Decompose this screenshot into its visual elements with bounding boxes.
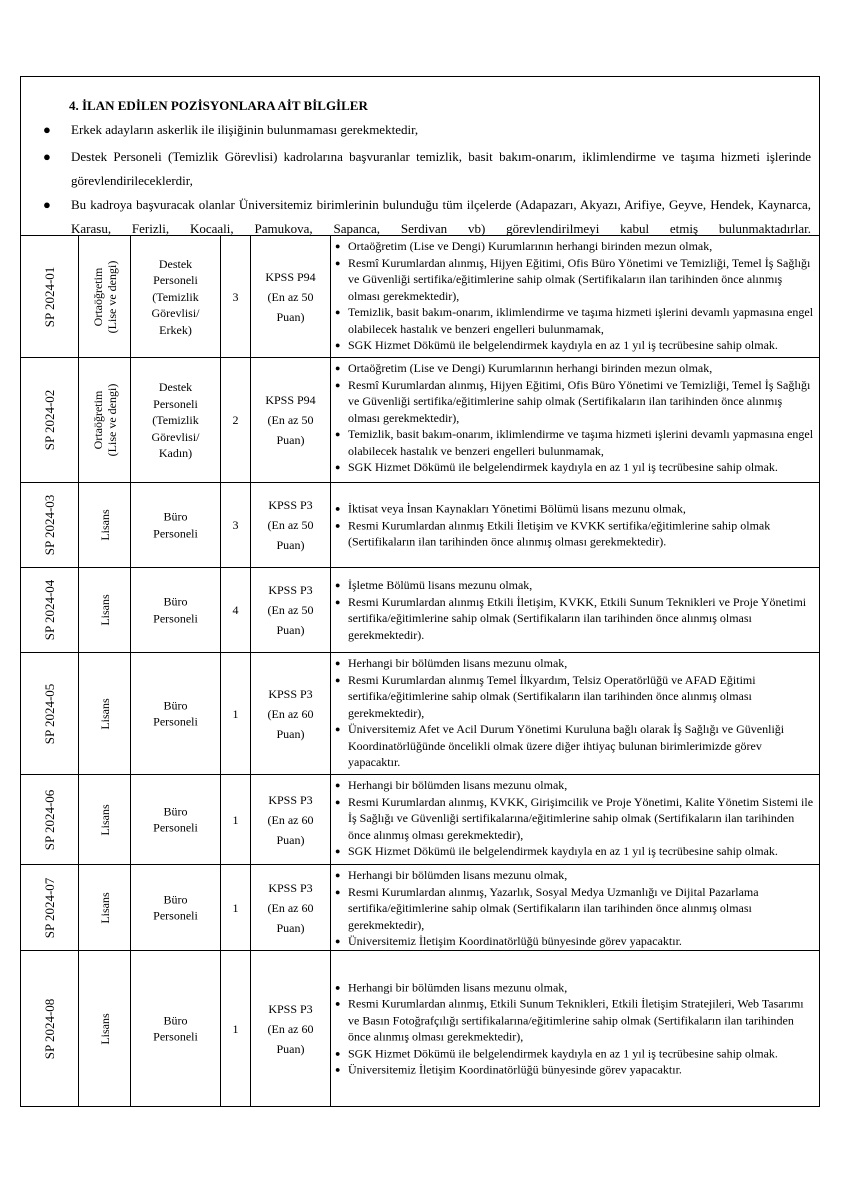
requirement-item: ● Herhangi bir bölümden lisans mezunu olmak, bbox=[335, 867, 816, 884]
position-title-line: Büro bbox=[163, 594, 188, 609]
education-line: Ortaöğretim bbox=[90, 267, 105, 326]
position-code-cell bbox=[21, 775, 79, 864]
requirements-list bbox=[335, 238, 816, 354]
position-title-line: Kadın) bbox=[158, 445, 193, 460]
exam-cell bbox=[251, 775, 331, 864]
min-score-line: (En az 50 bbox=[267, 518, 314, 532]
education-line: Ortaöğretim bbox=[90, 390, 105, 450]
requirements-cell bbox=[331, 653, 819, 774]
education-cell bbox=[79, 775, 131, 864]
min-score-line: Puan) bbox=[276, 623, 305, 637]
requirement-item: ● Resmi Kurumlardan alınmış Etkili İletişim ve KVKK sertifika/eğitimlerine sahip olmak (Sertifikaların ilan tarihinden önce alınmış olması gerekmektedir). bbox=[335, 517, 816, 550]
position-count-cell bbox=[221, 865, 251, 950]
position-count: 1 bbox=[232, 706, 239, 721]
position-title-cell bbox=[131, 653, 221, 774]
exam-info bbox=[251, 580, 330, 640]
position-title-cell bbox=[131, 236, 221, 357]
position-count: 2 bbox=[232, 412, 239, 427]
position-count-cell bbox=[221, 653, 251, 774]
education-line: Lisans bbox=[97, 509, 112, 541]
position-title bbox=[131, 891, 220, 924]
position-count: 1 bbox=[232, 812, 239, 827]
requirements-list bbox=[335, 979, 816, 1078]
position-title-cell bbox=[131, 951, 221, 1106]
requirements-cell bbox=[331, 236, 819, 357]
exam-type: KPSS P3 bbox=[268, 1001, 313, 1016]
requirements-list bbox=[335, 360, 816, 476]
position-code-cell bbox=[21, 951, 79, 1106]
position-title bbox=[131, 379, 220, 462]
requirement-item: ● Ortaöğretim (Lise ve Dengi) Kurumlarının herhangi birinden mezun olmak, bbox=[335, 238, 816, 255]
intro-section bbox=[21, 77, 819, 235]
min-score-line: (En az 50 bbox=[267, 603, 314, 617]
position-title-line: (Temizlik bbox=[152, 289, 199, 304]
education-line: Lisans bbox=[97, 594, 112, 626]
requirement-item: ● Resmi Kurumlardan alınmış, Etkili Sunum Teknikleri, Etkili İletişim Stratejileri, Web Tasarımı ve Basın Fotoğrafçılığı sertifikalarına/eğitimlerine sahip olmak (Sertifikaların ilan tarihinden önce alınmış olması gerekmektedir), bbox=[335, 996, 816, 1046]
requirements-list bbox=[335, 577, 816, 643]
min-score-line: Puan) bbox=[276, 309, 305, 324]
position-title-cell bbox=[131, 358, 221, 482]
exam-type: KPSS P3 bbox=[268, 498, 313, 512]
education-cell bbox=[79, 568, 131, 652]
position-code-cell bbox=[21, 653, 79, 774]
min-score-line: Puan) bbox=[276, 1041, 305, 1056]
intro-bullet-3: Bu kadroya başvuracak olanlar Üniversitemiz birimlerinin bulunduğu tüm ilçelerde (Adapazarı, Akyazı, Arifiye, Geyve, Hendek, Kaynarca, Karasu, Ferizli, Kocaali, Pamukova, Sapanca, Serdivan vb) görevlendirilmeyi kabul etmiş bulunmaktadırlar. bbox=[71, 197, 811, 236]
position-count-cell bbox=[221, 775, 251, 864]
position-title-line: Destek bbox=[158, 379, 193, 394]
position-code: SP 2024-04 bbox=[41, 579, 57, 641]
position-row bbox=[21, 774, 819, 864]
requirements-list bbox=[335, 867, 816, 950]
position-title-line: Destek bbox=[158, 256, 193, 271]
position-title-line: Personeli bbox=[153, 1029, 198, 1044]
requirement-item: ● Herhangi bir bölümden lisans mezunu olmak, bbox=[335, 777, 816, 794]
position-row bbox=[21, 357, 819, 482]
position-count-cell bbox=[221, 951, 251, 1106]
education-line: (Lise ve dengi) bbox=[104, 260, 119, 333]
position-code-cell bbox=[21, 358, 79, 482]
requirement-item: ● Temizlik, basit bakım-onarım, iklimlendirme ve taşıma hizmeti işlerini devamlı yapmasına engel olabilecek hastalık ve benzeri engelleri bulunmamak, bbox=[335, 304, 816, 337]
education-level bbox=[98, 509, 112, 540]
requirement-item: ● Resmî Kurumlardan alınmış, Hijyen Eğitimi, Ofis Büro Yönetimi ve Temizliği, Temel İş Sağlığı ve Güvenliği sertifika/eğitimlerine sahip olmak (Sertifikaların ilan tarihinden önce alınmış olması gerekmektedir), bbox=[335, 255, 816, 305]
position-count: 1 bbox=[232, 1021, 239, 1036]
position-code: SP 2024-06 bbox=[41, 789, 57, 850]
position-title-line: Personeli bbox=[153, 611, 198, 625]
exam-type: KPSS P3 bbox=[268, 880, 313, 895]
requirements-list bbox=[335, 777, 816, 860]
position-title bbox=[131, 255, 220, 338]
requirements-cell bbox=[331, 865, 819, 950]
position-title-line: (Temizlik bbox=[152, 412, 199, 427]
min-score-line: (En az 60 bbox=[267, 1021, 314, 1036]
min-score-line: (En az 50 bbox=[267, 289, 314, 304]
position-code-cell bbox=[21, 236, 79, 357]
exam-cell bbox=[251, 483, 331, 567]
position-title-line: Büro bbox=[163, 892, 188, 906]
education-level bbox=[91, 260, 119, 333]
min-score-line: Puan) bbox=[276, 538, 305, 552]
requirement-item: ● İşletme Bölümü lisans mezunu olmak, bbox=[335, 577, 816, 594]
position-row bbox=[21, 567, 819, 652]
position-count-cell bbox=[221, 483, 251, 567]
exam-info bbox=[251, 790, 330, 850]
position-title-line: Erkek) bbox=[159, 322, 192, 337]
exam-cell bbox=[251, 653, 331, 774]
exam-cell bbox=[251, 358, 331, 482]
requirement-item: ● İktisat veya İnsan Kaynakları Yönetimi Bölümü lisans mezunu olmak, bbox=[335, 500, 816, 517]
min-score-line: (En az 60 bbox=[267, 812, 314, 827]
requirement-item: ● Ortaöğretim (Lise ve Dengi) Kurumlarının herhangi birinden mezun olmak, bbox=[335, 360, 816, 377]
position-count: 1 bbox=[232, 900, 239, 915]
position-title bbox=[131, 509, 220, 542]
education-cell bbox=[79, 358, 131, 482]
position-title-cell bbox=[131, 568, 221, 652]
position-count: 3 bbox=[232, 289, 239, 304]
position-title-line: Görevlisi/ bbox=[151, 429, 200, 444]
requirements-cell bbox=[331, 483, 819, 567]
requirement-item: ● Resmi Kurumlardan alınmış Etkili İletişim, KVKK, Etkili Sunum Teknikleri ve Proje Yönetimi sertifika/eğitimlerine sahip olmak (Sertifikaların ilan tarihinden önce alınmış olması gerekmektedir). bbox=[335, 594, 816, 644]
exam-info bbox=[251, 390, 330, 450]
requirement-item: ● SGK Hizmet Dökümü ile belgelendirmek kaydıyla en az 1 yıl iş tecrübesine sahip olmak. bbox=[335, 337, 816, 354]
position-title-line: Büro bbox=[163, 1013, 188, 1027]
exam-info bbox=[251, 495, 330, 555]
position-code: SP 2024-05 bbox=[41, 683, 57, 744]
position-title-line: Büro bbox=[163, 698, 188, 712]
min-score-line: Puan) bbox=[276, 832, 305, 847]
bullet-icon: ● bbox=[43, 149, 51, 164]
position-title bbox=[131, 1012, 220, 1045]
position-count-cell bbox=[221, 358, 251, 482]
bullet-icon: ● bbox=[43, 122, 51, 137]
position-title-line: Personeli bbox=[153, 908, 198, 923]
position-title-line: Personeli bbox=[153, 272, 198, 287]
exam-info bbox=[251, 267, 330, 327]
position-title bbox=[131, 594, 220, 627]
education-level bbox=[98, 892, 112, 923]
requirements-cell bbox=[331, 951, 819, 1106]
intro-bullet-2: Destek Personeli (Temizlik Görevlisi) kadrolarına başvuranlar temizlik, basit bakım-onarım, iklimlendirme ve taşıma hizmeti işlerinde görevlendirileceklerdir, bbox=[71, 149, 811, 188]
min-score-line: Puan) bbox=[276, 920, 305, 935]
education-level bbox=[98, 698, 112, 729]
education-cell bbox=[79, 236, 131, 357]
position-title-line: Personeli bbox=[153, 714, 198, 729]
exam-type: KPSS P3 bbox=[268, 583, 313, 597]
education-line: Lisans bbox=[97, 1012, 112, 1045]
position-count-cell bbox=[221, 236, 251, 357]
position-code-cell bbox=[21, 568, 79, 652]
position-title-line: Personeli bbox=[153, 396, 198, 411]
requirement-item: ● SGK Hizmet Dökümü ile belgelendirmek kaydıyla en az 1 yıl iş tecrübesine sahip olmak. bbox=[335, 459, 816, 476]
position-title-cell bbox=[131, 865, 221, 950]
education-cell bbox=[79, 653, 131, 774]
exam-info bbox=[251, 878, 330, 938]
position-title bbox=[131, 803, 220, 836]
requirements-cell bbox=[331, 775, 819, 864]
requirement-item: ● Üniversitemiz İletişim Koordinatörlüğü bünyesinde görev yapacaktır. bbox=[335, 1062, 816, 1079]
education-line: Lisans bbox=[97, 697, 112, 730]
position-count-cell bbox=[221, 568, 251, 652]
requirements-cell bbox=[331, 568, 819, 652]
position-title-line: Görevlisi/ bbox=[151, 305, 200, 320]
position-title-cell bbox=[131, 483, 221, 567]
education-level bbox=[98, 1013, 112, 1044]
exam-type: KPSS P3 bbox=[268, 686, 313, 701]
exam-type: KPSS P94 bbox=[265, 269, 316, 284]
exam-info bbox=[251, 684, 330, 744]
section-heading: 4. İLAN EDİLEN POZİSYONLARA AİT BİLGİLER bbox=[69, 98, 368, 113]
min-score-line: Puan) bbox=[276, 726, 305, 741]
position-row bbox=[21, 235, 819, 357]
position-title-cell bbox=[131, 775, 221, 864]
education-level bbox=[98, 804, 112, 835]
position-count: 4 bbox=[232, 602, 239, 617]
position-row bbox=[21, 482, 819, 567]
position-row bbox=[21, 652, 819, 774]
requirements-list bbox=[335, 655, 816, 771]
education-level bbox=[91, 384, 119, 457]
requirement-item: ● Temizlik, basit bakım-onarım, iklimlendirme ve taşıma hizmeti işlerini devamlı yapmasına engel olabilecek hastalık ve benzeri engelleri bulunmamak, bbox=[335, 426, 816, 459]
positions-document bbox=[20, 76, 820, 1107]
exam-cell bbox=[251, 568, 331, 652]
requirements-cell bbox=[331, 358, 819, 482]
requirement-item: ● Üniversitemiz İletişim Koordinatörlüğü bünyesinde görev yapacaktır. bbox=[335, 933, 816, 950]
position-row bbox=[21, 864, 819, 950]
position-code: SP 2024-07 bbox=[41, 877, 57, 938]
position-code: SP 2024-08 bbox=[41, 998, 57, 1059]
education-cell bbox=[79, 483, 131, 567]
education-cell bbox=[79, 865, 131, 950]
education-line: Lisans bbox=[97, 803, 112, 836]
bullet-icon: ● bbox=[43, 197, 51, 212]
education-level bbox=[98, 594, 112, 625]
position-code: SP 2024-01 bbox=[41, 266, 57, 327]
min-score-line: (En az 50 bbox=[267, 413, 314, 427]
position-title-line: Büro bbox=[163, 509, 188, 524]
requirement-item: ● SGK Hizmet Dökümü ile belgelendirmek kaydıyla en az 1 yıl iş tecrübesine sahip olmak. bbox=[335, 1045, 816, 1062]
education-line: Lisans bbox=[97, 891, 112, 924]
position-title-line: Büro bbox=[163, 804, 188, 818]
requirements-list bbox=[335, 500, 816, 550]
position-title bbox=[131, 697, 220, 730]
exam-cell bbox=[251, 236, 331, 357]
exam-cell bbox=[251, 865, 331, 950]
education-cell bbox=[79, 951, 131, 1106]
position-code-cell bbox=[21, 865, 79, 950]
education-line: (Lise ve dengi) bbox=[104, 383, 119, 457]
min-score-line: (En az 60 bbox=[267, 900, 314, 915]
exam-type: KPSS P3 bbox=[268, 792, 313, 807]
requirement-item: ● Resmi Kurumlardan alınmış, Yazarlık, Sosyal Medya Uzmanlığı ve Dijital Pazarlama sertifika/eğitimlerine sahip olmak (Sertifikaların ilan tarihinden önce alınmış olması gerekmektedir), bbox=[335, 884, 816, 934]
exam-cell bbox=[251, 951, 331, 1106]
position-code: SP 2024-02 bbox=[41, 389, 57, 451]
position-title-line: Personeli bbox=[153, 526, 198, 540]
requirement-item: ● Herhangi bir bölümden lisans mezunu olmak, bbox=[335, 655, 816, 672]
requirement-item: ● Herhangi bir bölümden lisans mezunu olmak, bbox=[335, 979, 816, 996]
position-row bbox=[21, 950, 819, 1106]
requirement-item: ● SGK Hizmet Dökümü ile belgelendirmek kaydıyla en az 1 yıl iş tecrübesine sahip olmak. bbox=[335, 843, 816, 860]
requirement-item: ● Resmi Kurumlardan alınmış Temel İlkyardım, Telsiz Operatörlüğü ve AFAD Eğitimi sertifika/eğitimlerine sahip olmak (Sertifikaların ilan tarihinden önce alınmış olması gerekmektedir), bbox=[335, 672, 816, 722]
intro-bullet-1: Erkek adayların askerlik ile ilişiğinin bulunmaması gerekmektedir, bbox=[71, 122, 419, 137]
requirement-item: ● Resmi Kurumlardan alınmış, KVKK, Girişimcilik ve Proje Yönetimi, Kalite Yönetim Sistemi ile İş Sağlığı ve Güvenliği sertifikalarına/eğitimlerine sahip olmak (Sertifikaların ilan tarihinden önce alınmış olması gerekmektedir), bbox=[335, 794, 816, 844]
requirement-item: ● Resmî Kurumlardan alınmış, Hijyen Eğitimi, Ofis Büro Yönetimi ve Temizliği, Temel İş Sağlığı ve Güvenliği sertifika/eğitimlerine sahip olmak (Sertifikaların ilan tarihinden önce alınmış olması gerekmektedir), bbox=[335, 377, 816, 427]
exam-type: KPSS P94 bbox=[265, 393, 316, 407]
position-count: 3 bbox=[232, 517, 239, 532]
position-title-line: Personeli bbox=[153, 820, 198, 835]
position-code-cell bbox=[21, 483, 79, 567]
requirement-item: ● Üniversitemiz Afet ve Acil Durum Yönetimi Kuruluna bağlı olarak İş Sağlığı ve Güvenliği Koordinatörlüğünde öncelikli olmak üzere diğer ihtiyaç bulunan birimlerimizde görev yapacaktır. bbox=[335, 721, 816, 771]
exam-info bbox=[251, 999, 330, 1059]
position-code: SP 2024-03 bbox=[41, 494, 57, 556]
min-score-line: (En az 60 bbox=[267, 706, 314, 721]
min-score-line: Puan) bbox=[276, 433, 305, 447]
